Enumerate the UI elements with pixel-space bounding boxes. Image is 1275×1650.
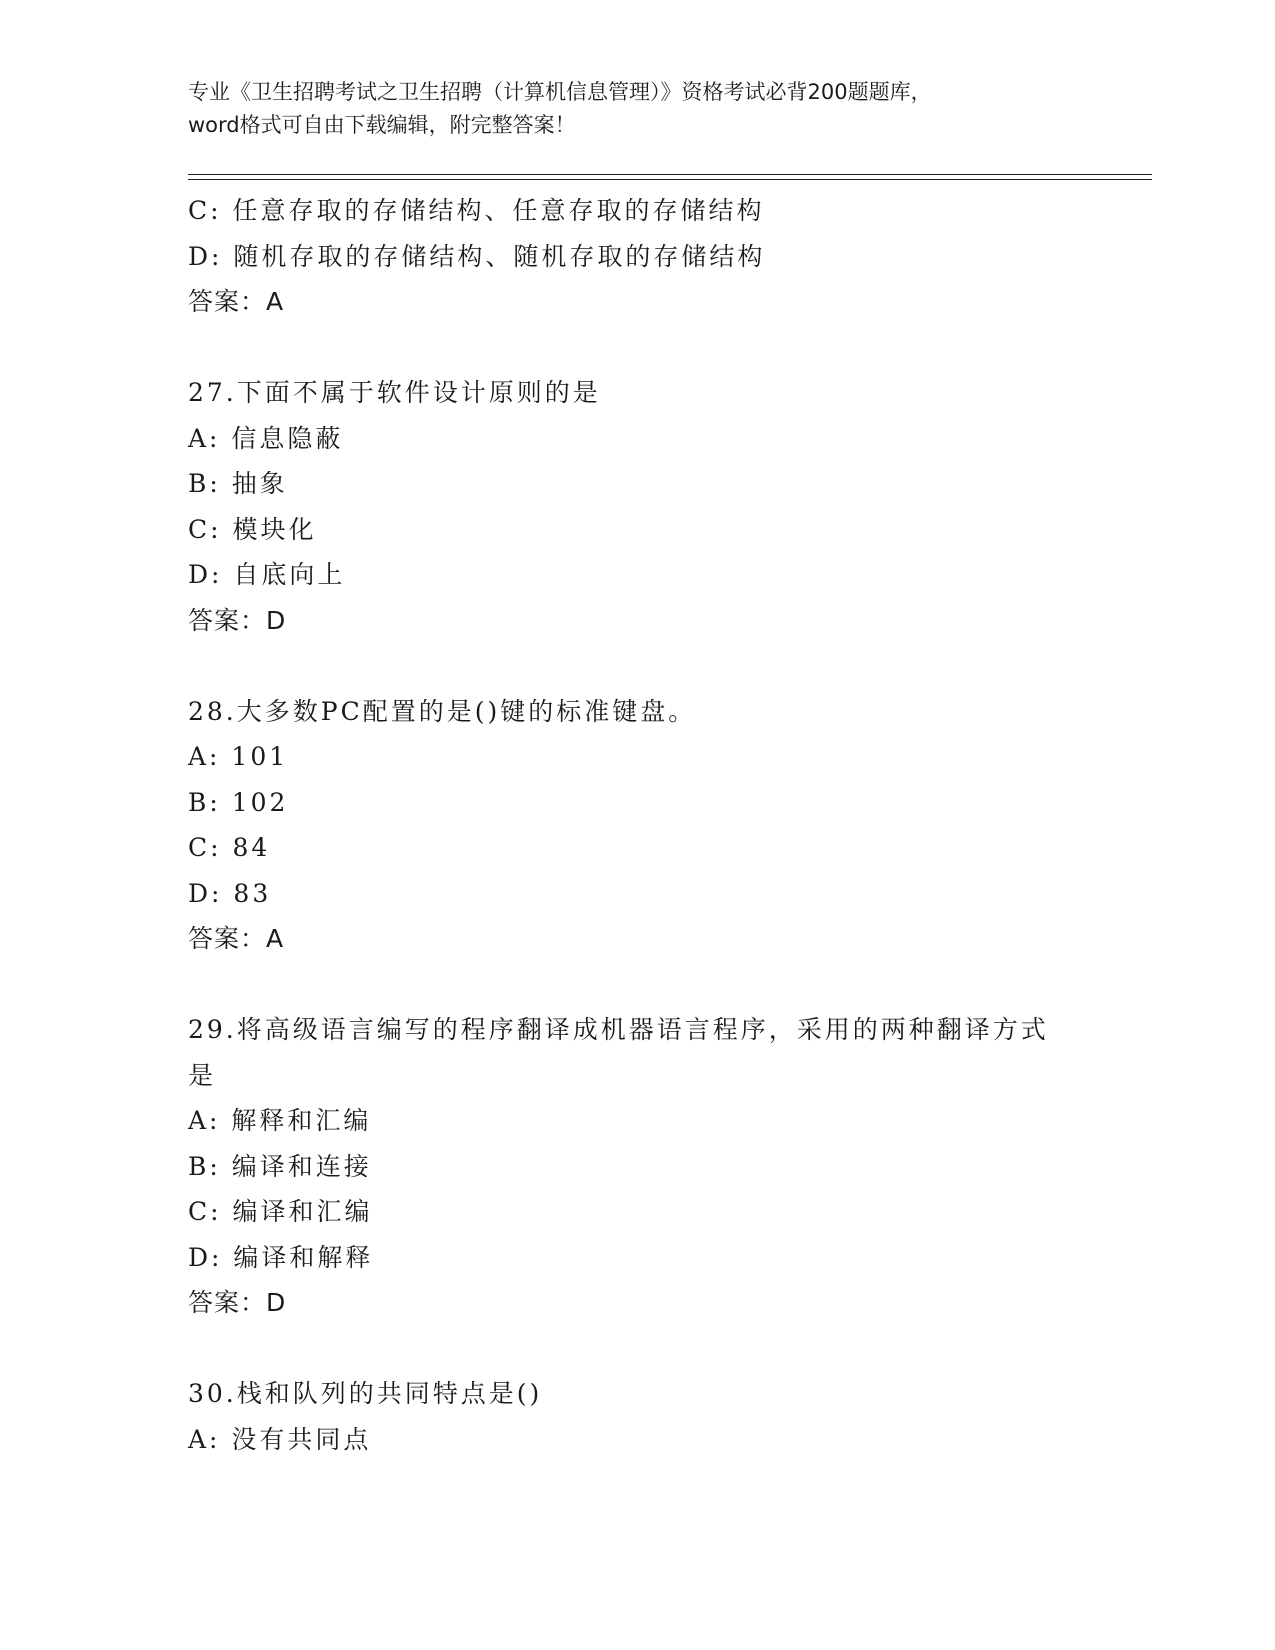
option-line: B: 编译和连接 <box>188 1151 372 1181</box>
option-line: A: 没有共同点 <box>188 1424 372 1454</box>
answer-line: 答案：D <box>188 605 287 635</box>
option-line: C: 模块化 <box>188 514 317 544</box>
option-line: C: 任意存取的存储结构、任意存取的存储结构 <box>188 196 765 225</box>
document-header <box>188 76 1068 142</box>
option-line: A: 解释和汇编 <box>188 1106 372 1135</box>
question-stem: 30.栈和队列的共同特点是() <box>188 1379 543 1408</box>
header-line-2: word格式可自由下载编辑，附完整答案！ <box>188 113 576 137</box>
option-line: D: 83 <box>188 878 272 908</box>
question-list <box>188 188 1088 1462</box>
option-line: A: 101 <box>188 742 289 771</box>
option-line: A: 信息隐蔽 <box>188 423 344 453</box>
question-stem: 29.将高级语言编写的程序翻译成机器语言程序，采用的两种翻译方式 <box>188 1015 1049 1044</box>
option-line: D: 编译和解释 <box>188 1242 374 1272</box>
option-line: D: 随机存取的存储结构、随机存取的存储结构 <box>188 241 766 271</box>
header-divider-bottom <box>188 179 1152 180</box>
header-divider-top <box>188 174 1152 175</box>
question-stem: 28.大多数PC配置的是()键的标准键盘。 <box>188 696 697 726</box>
option-line: B: 102 <box>188 787 289 817</box>
question-stem-continued: 是 <box>188 1060 217 1090</box>
answer-line: 答案：D <box>188 1288 287 1317</box>
option-line: C: 编译和汇编 <box>188 1197 373 1226</box>
header-line-1: 专业《卫生招聘考试之卫生招聘（计算机信息管理）》资格考试必背200题题库， <box>188 80 932 104</box>
option-line: D: 自底向上 <box>188 560 346 589</box>
option-line: C: 84 <box>188 833 271 862</box>
answer-line: 答案：A <box>188 287 285 316</box>
option-line: B: 抽象 <box>188 469 288 498</box>
answer-line: 答案：A <box>188 924 285 953</box>
question-stem: 27.下面不属于软件设计原则的是 <box>188 378 601 407</box>
